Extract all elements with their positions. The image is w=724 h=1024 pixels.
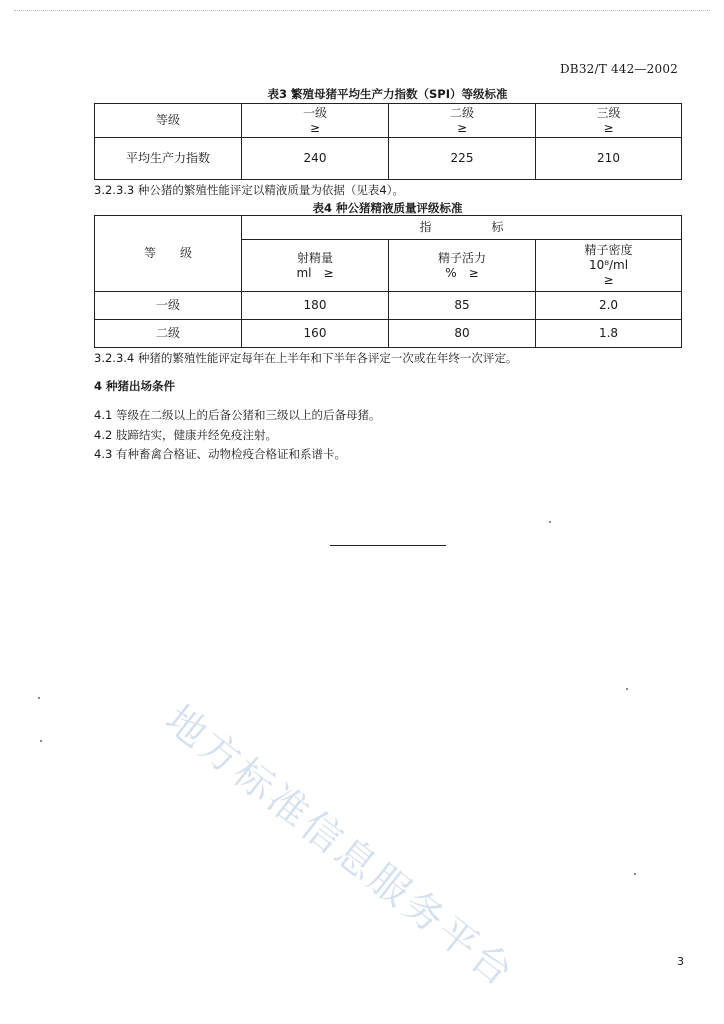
table4-indicator-header: 指 标: [242, 216, 682, 240]
table4-column-header: [242, 240, 389, 292]
page-number: 3: [677, 955, 684, 968]
table3-row-label: 平均生产力指数: [95, 138, 242, 180]
paragraph-3-2-3-3: 3.2.3.3 种公猪的繁殖性能评定以精液质量为依据（见表4）。: [94, 183, 404, 197]
section-4-item: 4.3 有种畜禽合格证、动物检疫合格证和系谱卡。: [94, 447, 346, 461]
table3-header-row: [95, 104, 682, 138]
table4-header-row: [95, 216, 682, 240]
table4-value: 80: [389, 320, 536, 348]
scan-speck: [38, 697, 40, 699]
end-rule: [330, 545, 446, 546]
table3: [94, 103, 682, 180]
paragraph-3-2-3-4: 3.2.3.4 种猪的繁殖性能评定每年在上半年和下半年各评定一次或在年终一次评定。: [94, 351, 518, 365]
table4-grade: 一级: [95, 292, 242, 320]
table3-caption: 表3 繁殖母猪平均生产力指数（SPI）等级标准: [267, 87, 508, 101]
column-unit: ml ≥: [296, 265, 334, 280]
section-4-heading: 4 种猪出场条件: [94, 379, 176, 393]
table4-value: 160: [242, 320, 389, 348]
scan-edge-line: [14, 10, 710, 11]
scan-speck: [634, 873, 636, 875]
table4-value: 1.8: [536, 320, 682, 348]
column-unit: % ≥: [445, 265, 479, 280]
table3-grade-cell: [389, 104, 536, 138]
table3-row-header: 等级: [95, 104, 242, 138]
table4-value: 85: [389, 292, 536, 320]
table4-column-header: [389, 240, 536, 292]
grade-name: 二级: [449, 105, 474, 120]
table3-grade-cell: [536, 104, 682, 138]
document-id: DB32/T 442—2002: [559, 62, 678, 76]
scan-speck: [40, 740, 42, 742]
section-4-item: 4.2 肢蹄结实，健康并经免疫注射。: [94, 428, 277, 442]
table3-value: 225: [389, 138, 536, 180]
scan-speck: [549, 521, 551, 523]
table4-caption: 表4 种公猪精液质量评级标准: [312, 201, 463, 215]
table3-data-row: [95, 138, 682, 180]
grade-name: 三级: [596, 105, 621, 120]
table4-value: 180: [242, 292, 389, 320]
section-4-item: 4.1 等级在二级以上的后备公猪和三级以上的后备母猪。: [94, 408, 381, 422]
column-name: 射精量: [296, 250, 333, 265]
column-sym: ≥: [603, 273, 614, 287]
grade-sym: ≥: [456, 120, 468, 135]
column-unit: 10⁸/ml: [588, 258, 629, 272]
column-name: 精子密度: [584, 243, 633, 257]
grade-sym: ≥: [309, 120, 321, 135]
column-name: 精子活力: [437, 250, 486, 265]
table4-grade-header: 等 级: [95, 216, 242, 292]
table3-grade-cell: [242, 104, 389, 138]
table3-value: 240: [242, 138, 389, 180]
grade-name: 一级: [302, 105, 327, 120]
scan-speck: [626, 688, 628, 690]
table4: [94, 215, 682, 348]
grade-sym: ≥: [603, 120, 614, 135]
table4-column-header: [536, 240, 682, 292]
table3-value: 210: [536, 138, 682, 180]
table4-value: 2.0: [536, 292, 682, 320]
table4-data-row: [95, 292, 682, 320]
watermark: 地方标准信息服务平台: [156, 697, 524, 998]
table4-grade: 二级: [95, 320, 242, 348]
table4-data-row: [95, 320, 682, 348]
